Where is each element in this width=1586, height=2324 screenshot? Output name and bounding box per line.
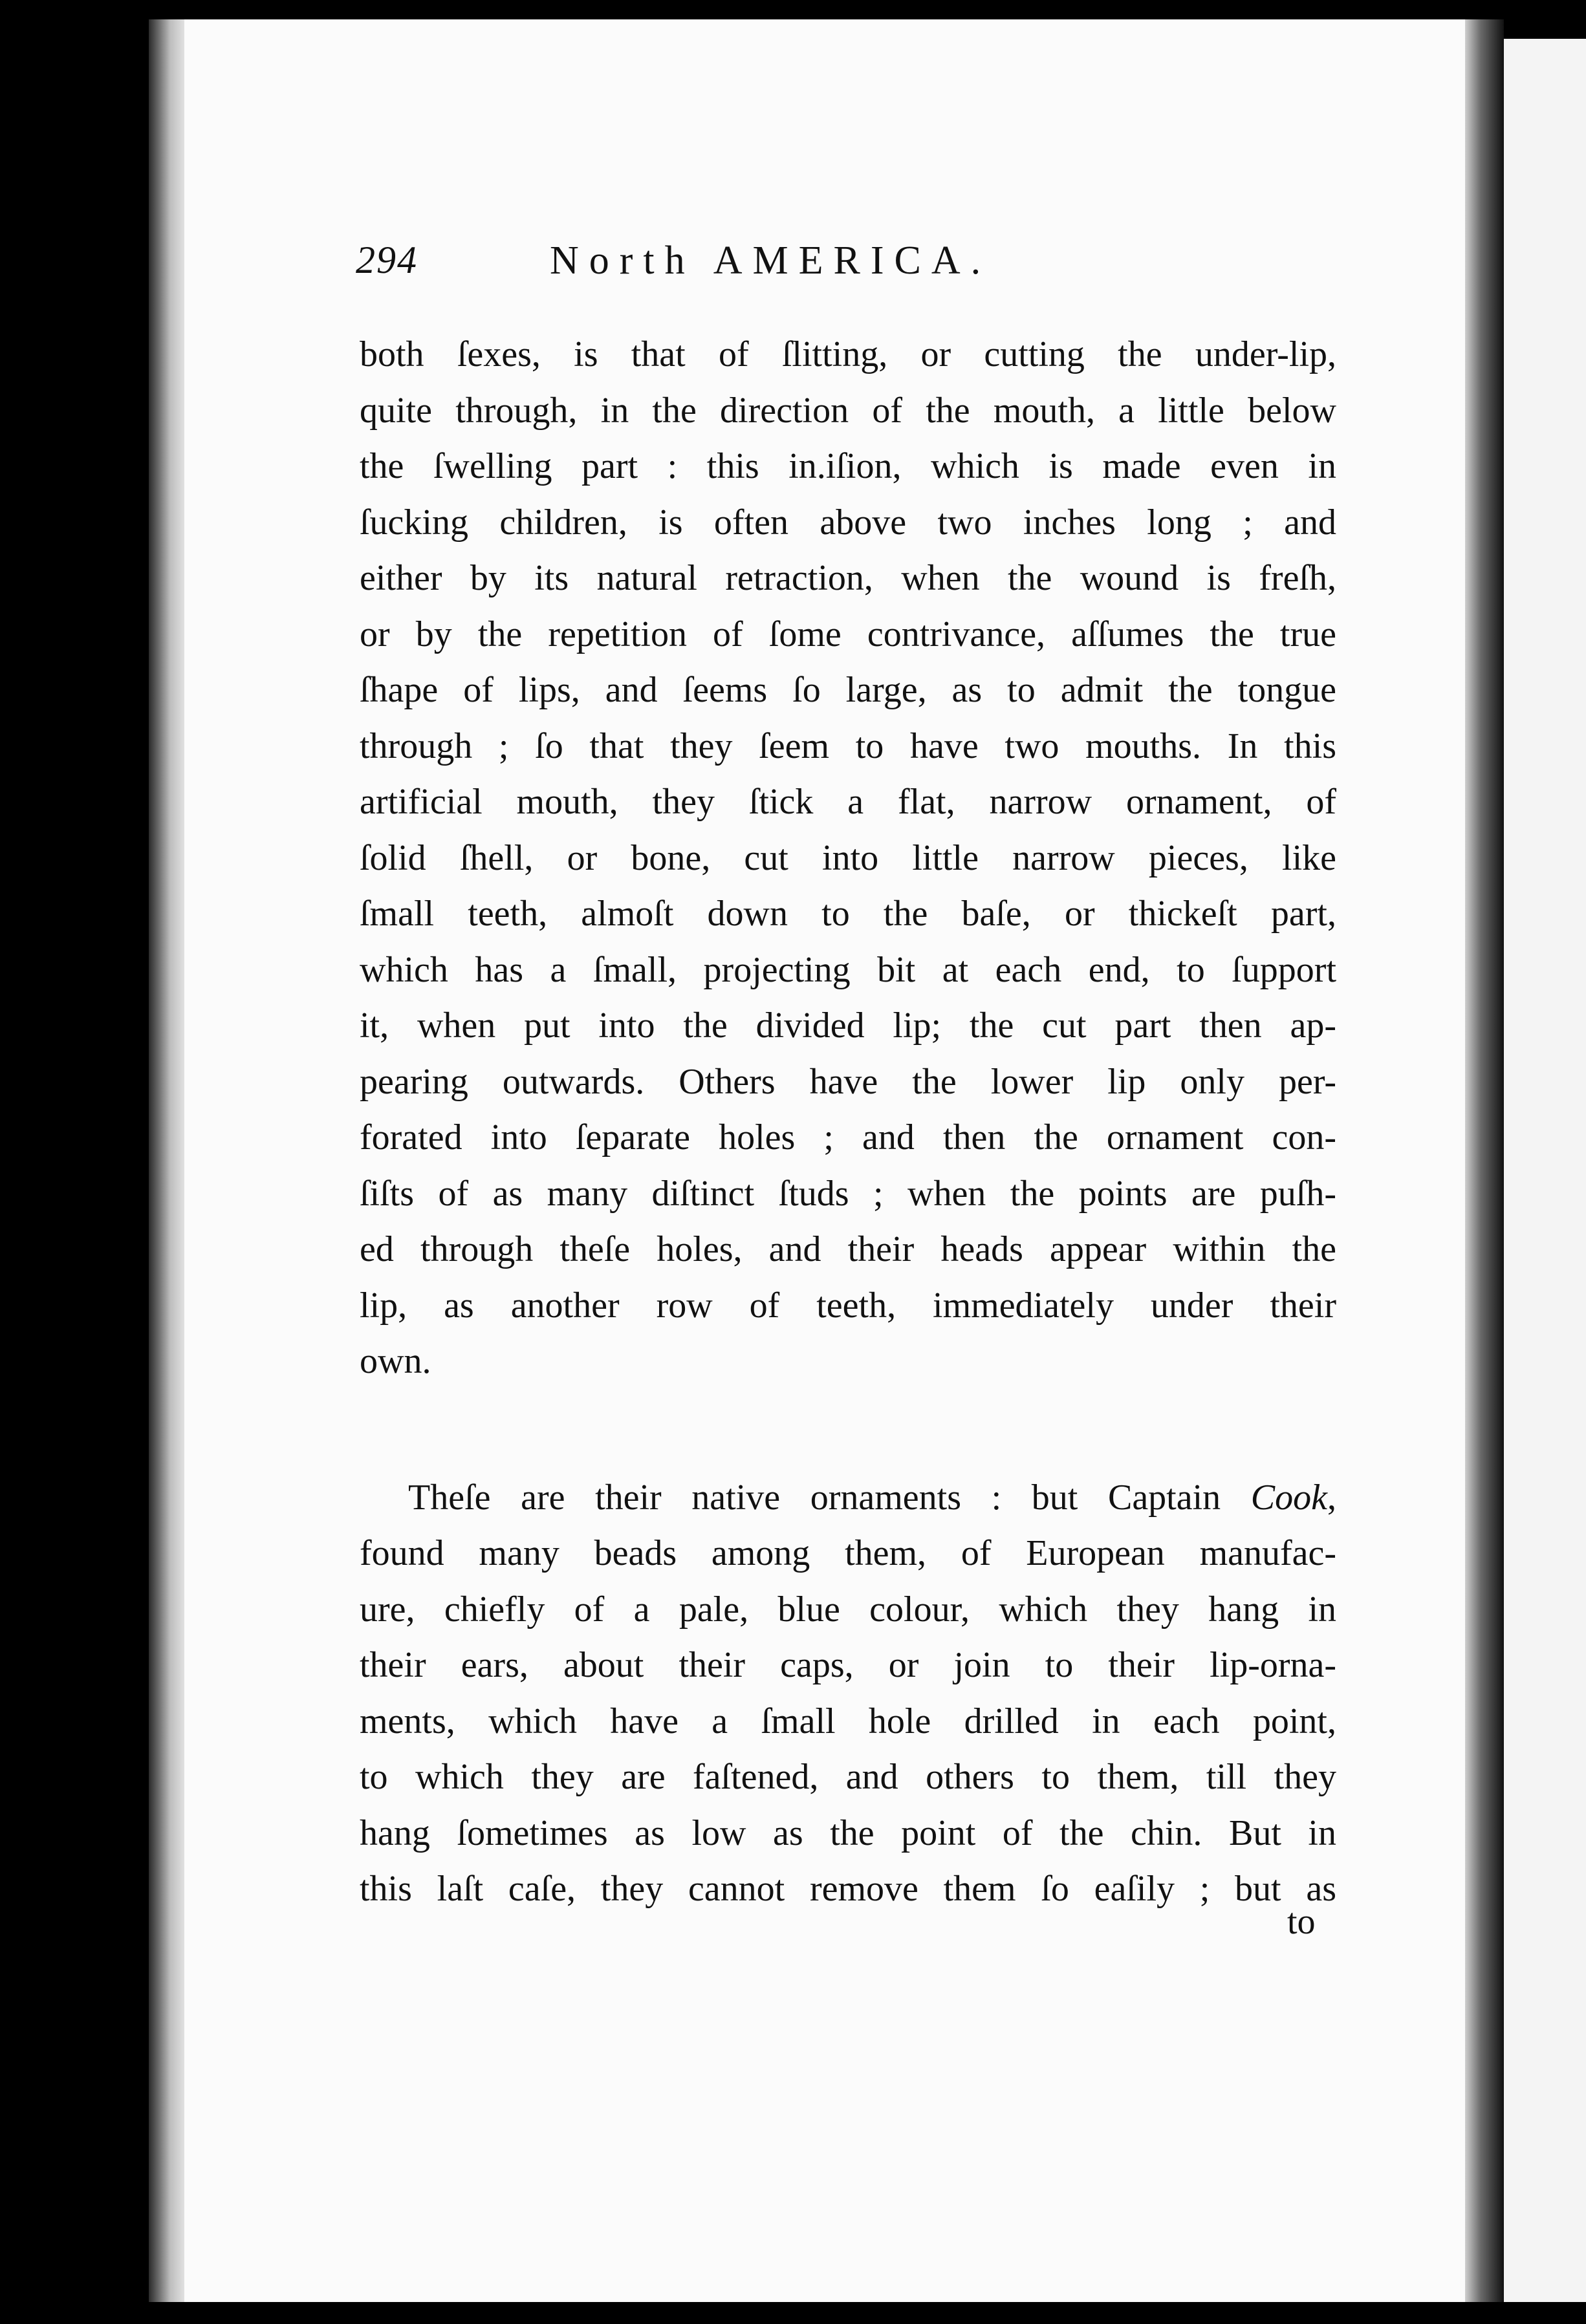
text-line: lip, as another row of teeth, immediately under their (360, 1285, 1336, 1326)
page-header (356, 238, 1339, 296)
text-line: through ; ſo that they ſeem to have two mouths. In this (360, 726, 1336, 766)
text-line: pearing outwards. Others have the lower lip only per- (360, 1061, 1336, 1102)
text-line: ments, which have a ſmall hole drilled in each point, (360, 1701, 1336, 1741)
paragraph-2 (360, 1470, 1336, 1917)
text-line: ure, chiefly of a pale, blue colour, which they hang in (360, 1589, 1336, 1630)
body-text (360, 327, 1336, 1917)
name-italic: Cook (1250, 1477, 1327, 1518)
facing-page-edge (1504, 39, 1586, 2302)
text-line: forated into ſeparate holes ; and then the ornament con- (360, 1117, 1336, 1157)
text-line: it, when put into the divided lip; the cut part then ap- (360, 1006, 1336, 1046)
paragraph-gap (360, 1390, 1336, 1470)
text-line: or by the repetition of ſome contrivance, aſſumes the true (360, 614, 1336, 654)
text-line: to which they are faſtened, and others to them, till they (360, 1757, 1336, 1797)
page-number: 294 (356, 239, 418, 281)
text-line: artificial mouth, they ſtick a flat, narrow ornament, of (360, 782, 1336, 822)
running-head: North AMERICA. (550, 239, 992, 283)
text-line: ſiſts of as many diſtinct ſtuds ; when the points are puſh- (360, 1173, 1336, 1214)
text-line: which has a ſmall, projecting bit at each end, to ſupport (360, 949, 1336, 990)
text-line: ſucking children, is often above two inches long ; and (360, 502, 1336, 543)
text-line: both ſexes, is that of ſlitting, or cutting the under-lip, (360, 334, 1336, 374)
text-line: their ears, about their caps, or join to their lip-orna- (360, 1645, 1336, 1685)
text-span: , (1327, 1477, 1336, 1518)
text-line: the ſwelling part : this in.iſion, which is made even in (360, 446, 1336, 486)
paragraph-1 (360, 327, 1336, 1390)
text-line: ſmall teeth, almoſt down to the baſe, or thickeſt part, (360, 894, 1336, 934)
text-line: this laſt caſe, they cannot remove them ſo eaſily ; but as (360, 1869, 1336, 1909)
text-line: own. (360, 1341, 431, 1381)
text-line: ſolid ſhell, or bone, cut into little narrow pieces, like (360, 837, 1336, 878)
text-line (360, 1470, 1336, 1526)
text-line: ed through theſe holes, and their heads appear within the (360, 1229, 1336, 1269)
book-gutter (149, 19, 188, 2302)
text-span: Theſe are their native ornaments : but Captain (408, 1477, 1251, 1518)
catchword: to (1287, 1902, 1316, 1942)
text-line: found many beads among them, of European manufac- (360, 1533, 1336, 1573)
text-line: quite through, in the direction of the mouth, a little below (360, 390, 1336, 431)
page-edge-shadow (1465, 19, 1504, 2302)
text-line: hang ſometimes as low as the point of the chin. But in (360, 1813, 1336, 1853)
text-line: ſhape of lips, and ſeems ſo large, as to admit the tongue (360, 670, 1336, 710)
text-line: either by its natural retraction, when the wound is freſh, (360, 558, 1336, 598)
